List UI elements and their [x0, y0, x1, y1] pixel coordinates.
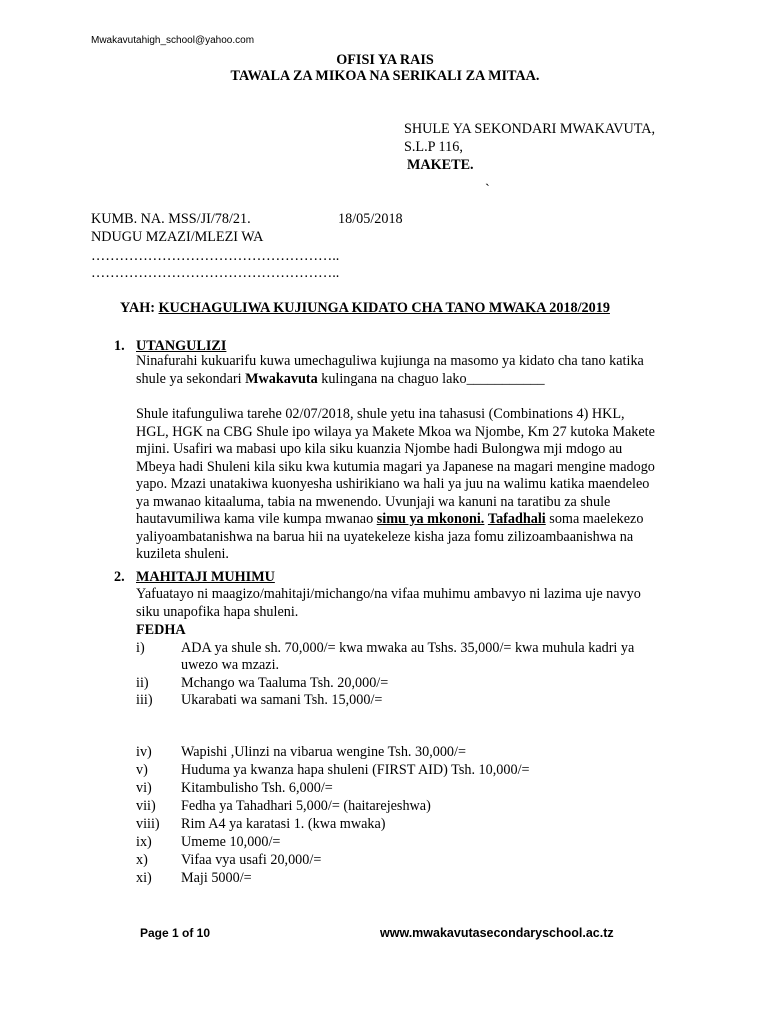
school-website: www.mwakavutasecondaryschool.ac.tz [380, 926, 614, 940]
school-email: Mwakavutahigh_school@yahoo.com [91, 35, 255, 46]
reference-number: KUMB. NA. MSS/JI/78/21. [91, 211, 251, 227]
subject-line [120, 300, 610, 317]
details-text-b: soma maelekezo yaliyoambatanishwa na barua hii na uyatekeleze kisha jaza fomu zilizoambaanishwa na kuzileta shuleni. [136, 511, 644, 562]
subject-prefix: YAH: [120, 300, 159, 316]
details-text-a: Shule itafunguliwa tarehe 02/07/2018, shule yetu ina tahasusi (Combinations 4) HKL, HGL, HGK na CBG Shule ipo wilaya ya Makete Mkoa wa Njombe, Km 27 kutoka Makete mjini. Usafiri wa mabasi upo kila siku kuanzia Njombe hadi Bulongwa mji mdogo au Mbeya hadi Shuleni kila siku kwa kutumia magari ya Japanese na magari mengine madogo yapo. Mzazi unatakiwa kuonyesha ushirikiano wa hali ya juu na walimu katika maendeleo ya mwanao kitaaluma, tabia na mwenendo. Uvunjaji wa kanuni na taratibu za shule hautavumiliwa kama vile kumpa mwanao [136, 406, 655, 527]
fee-item-text: Umeme 10,000/= [181, 834, 281, 850]
fee-item-number: ii) [136, 675, 149, 691]
fee-item-text: Kitambulisho Tsh. 6,000/= [181, 780, 333, 796]
fee-item [136, 816, 666, 836]
fee-item-number: iv) [136, 744, 152, 760]
fee-item-number: iii) [136, 692, 153, 708]
fee-item [136, 870, 666, 890]
school-name: Mwakavuta [245, 370, 318, 387]
intro-text-b: kulingana na chaguo lako___________ [317, 370, 545, 387]
recipient-dots-1: …………………………………………….. [91, 248, 340, 264]
fee-item-text: Maji 5000/= [181, 870, 252, 886]
fee-item-number: vi) [136, 780, 152, 796]
intro-text-a: Ninafurahi kukuarifu kuwa umechaguliwa kujiunga na masomo ya kidato cha tano katika shule ya sekondari [136, 353, 644, 387]
recipient-dots-2: …………………………………………….. [91, 265, 340, 281]
letter-date: 18/05/2018 [338, 211, 403, 227]
fee-item-number: x) [136, 852, 148, 868]
address-line-3: MAKETE. [407, 157, 474, 173]
fee-item [136, 834, 666, 854]
fee-item-number: viii) [136, 816, 160, 832]
fee-item-text: Ukarabati wa samani Tsh. 15,000/= [181, 692, 383, 708]
requirements-intro: Yafuatayo ni maagizo/mahitaji/michango/na vifaa muhimu ambavyo ni lazima uje navyo siku unapofika hapa shuleni. [136, 586, 641, 620]
intro-paragraph-1 [136, 353, 656, 388]
fee-item-number: v) [136, 762, 148, 778]
fee-item-text: Huduma ya kwanza hapa shuleni (FIRST AID) Tsh. 10,000/= [181, 762, 530, 778]
fee-item-number: i) [136, 640, 145, 656]
address-line-2: S.L.P 116, [404, 139, 463, 155]
fee-item-text: ADA ya shule sh. 70,000/= kwa mwaka au Tshs. 35,000/= kwa muhula kadri ya uwezo wa mzazi. [181, 640, 635, 673]
recipient-label: NDUGU MZAZI/MLEZI WA [91, 229, 264, 245]
fee-item-text: Vifaa vya usafi 20,000/= [181, 852, 322, 868]
fee-item [136, 692, 666, 712]
fee-item-text: Rim A4 ya karatasi 1. (kwa mwaka) [181, 816, 386, 832]
fees-heading: FEDHA [136, 622, 186, 638]
fee-item-number: ix) [136, 834, 152, 850]
page-number: Page 1 of 10 [140, 926, 211, 940]
stray-mark: ` [485, 182, 490, 198]
section-2-title: MAHITAJI MUHIMU [136, 569, 275, 585]
fee-item [136, 762, 666, 782]
fee-item-number: xi) [136, 870, 152, 886]
address-line-1: SHULE YA SEKONDARI MWAKAVUTA, [404, 121, 656, 137]
subject-text: KUCHAGULIWA KUJIUNGA KIDATO CHA TANO MWAKA 2018/2019 [158, 300, 610, 316]
intro-paragraph-2 [136, 406, 656, 564]
section-1-title: UTANGULIZI [136, 338, 227, 354]
fee-item [136, 640, 666, 673]
office-line-1: OFISI YA RAIS [336, 52, 434, 68]
office-line-2: TAWALA ZA MIKOA NA SERIKALI ZA MITAA. [230, 68, 540, 84]
fee-item [136, 798, 666, 818]
fee-item-number: vii) [136, 798, 156, 814]
fee-item [136, 744, 666, 764]
section-1-number: 1. [114, 338, 125, 354]
mobile-phone-warning: simu ya mkononi. [376, 511, 485, 527]
fee-item [136, 780, 666, 800]
please-label: Tafadhali [487, 511, 546, 527]
fee-item-text: Wapishi ,Ulinzi na vibarua wengine Tsh. 30,000/= [181, 744, 466, 760]
fee-item-text: Fedha ya Tahadhari 5,000/= (haitarejeshwa) [181, 798, 431, 814]
section-2-number: 2. [114, 569, 125, 585]
fee-item [136, 852, 666, 872]
fee-item-text: Mchango wa Taaluma Tsh. 20,000/= [181, 675, 389, 691]
